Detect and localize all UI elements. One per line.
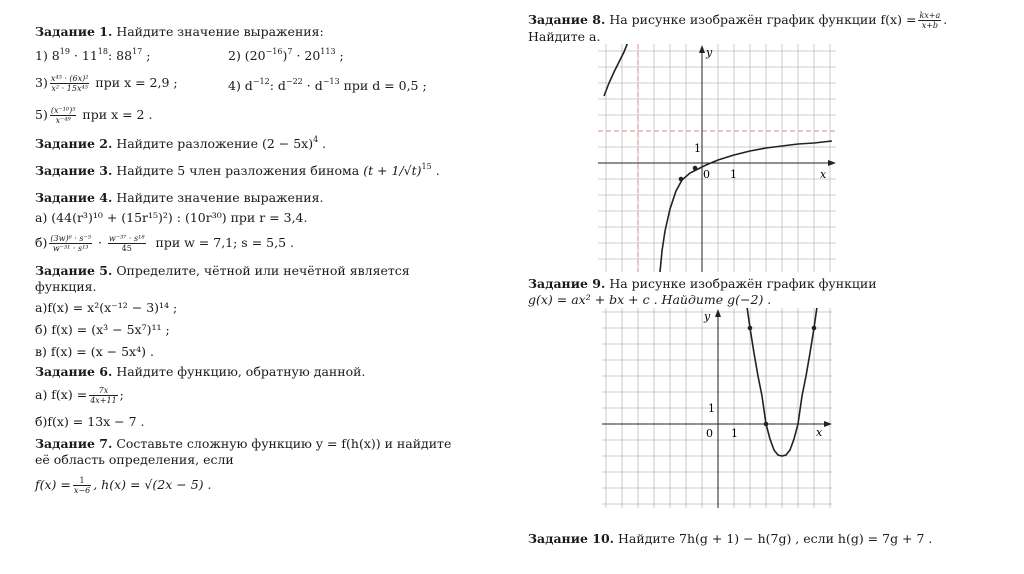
fraction: $\frac{\text{w⁻³⁷ · s¹⁸}}{45}$: [108, 234, 145, 253]
task-7-heading-cont: её область определения, если: [35, 452, 234, 467]
task-10: Задание 10. Найдите 7h(g + 1) − h(7g) , если h(g) = 7g + 7 .: [528, 531, 933, 546]
fraction: $\frac{kx+a}{x+b}$: [919, 11, 941, 30]
y-one-label: 1: [708, 402, 715, 415]
task-1-item-5: 5) $\frac{\text{(x⁻¹⁰)⁵}}{\text{x⁻⁴⁹}}$ при x = 2 .: [35, 106, 153, 125]
task-9-heading-cont: g(x) = ax² + bx + c . Найдите g(−2) .: [528, 292, 772, 307]
graph-task-8: [598, 44, 836, 272]
x-one-label: 1: [731, 427, 738, 440]
task-8-heading-cont: Найдите a.: [528, 29, 601, 44]
x-one-label: 1: [730, 168, 737, 181]
task-5-heading-cont: функция.: [35, 279, 97, 294]
task-2: Задание 2. Найдите разложение $(2 - 5x)^4$ .: [35, 135, 327, 151]
fraction: $\frac{1}{x-6}$: [73, 476, 91, 495]
grid: [602, 308, 832, 508]
origin-label: 0: [703, 168, 710, 181]
y-label: y: [706, 46, 713, 59]
task-1-item-4: 4) $d^{-12}$: $d^{-22} \cdot d^{-13}$ при d = 0,5 ;: [228, 77, 427, 93]
fraction: $\frac{\text{x⁴⁵ · (6x)²}}{\text{x² · 15x⁴⁵}}$: [50, 74, 89, 93]
task-4-heading: Задание 4. Найдите значение выражения.: [35, 190, 324, 205]
task-1-item-1: 1) $8^{19} \cdot 11^{18}$: $88^{17}$ ;: [35, 47, 151, 63]
task-7-heading: Задание 7. Составьте сложную функцию y = f(h(x)) и найдите: [35, 436, 452, 451]
fraction: $\frac{\text{(3w)⁶ · s⁻⁵}}{\text{w⁻³¹ · s¹³}}$: [50, 234, 91, 253]
point-b: [693, 166, 698, 171]
task-5-b: б) f(x) = (x³ − 5x⁷)¹¹ ;: [35, 322, 170, 337]
curve-left-branch: [604, 44, 628, 96]
x-axis-arrow: [828, 160, 836, 166]
x-axis-arrow: [824, 421, 832, 427]
task-8-heading: Задание 8. На рисунке изображён график функции f(x) = $\frac{kx+a}{x+b}$ .: [528, 11, 948, 30]
task-6-a: а) f(x) = $\frac{7x}{4x+11}$ ;: [35, 386, 124, 405]
task-4-b: б) $\frac{\text{(3w)⁶ · s⁻⁵}}{\text{w⁻³¹ · s¹³}}$ · $\frac{\text{w⁻³⁷ · s¹⁸}}{45}$ при w = 7,1; s = 5,5 .: [35, 234, 294, 253]
y-one-label: 1: [694, 142, 701, 155]
fraction: $\frac{\text{(x⁻¹⁰)⁵}}{\text{x⁻⁴⁹}}$: [50, 106, 76, 125]
grid: [598, 44, 836, 272]
task-6-b: б)f(x) = 13x − 7 .: [35, 414, 145, 429]
y-axis-arrow: [715, 309, 721, 317]
x-label: x: [820, 168, 827, 181]
task-1-heading: Задание 1. Найдите значение выражения:: [35, 24, 324, 39]
graph-task-9: [602, 308, 832, 508]
task-3: Задание 3. Найдите 5 член разложения бинома $(t + 1/√t)^{15}$ .: [35, 162, 440, 178]
task-1-item-3: 3) $\frac{\text{x⁴⁵ · (6x)²}}{\text{x² · 15x⁴⁵}}$ при x = 2,9 ;: [35, 74, 178, 93]
task-5-c: в) f(x) = (x − 5x⁴) .: [35, 344, 154, 359]
point-a: [748, 326, 753, 331]
task-5-a: а)f(x) = x²(x⁻¹² − 3)¹⁴ ;: [35, 300, 178, 315]
task-9-heading: Задание 9. На рисунке изображён график функции: [528, 276, 877, 291]
task-6-heading: Задание 6. Найдите функцию, обратную данной.: [35, 364, 366, 379]
point-b: [764, 422, 769, 427]
y-axis-arrow: [699, 45, 705, 53]
point-c: [812, 326, 817, 331]
task-5-heading: Задание 5. Определите, чётной или нечётной является: [35, 263, 410, 278]
y-label: y: [704, 310, 711, 323]
task-4-a: а) (44(r³)¹⁰ + (15r¹⁵)²) : (10r³⁰) при r = 3,4.: [35, 210, 308, 225]
origin-label: 0: [706, 427, 713, 440]
point-a: [679, 177, 684, 182]
task-1-item-2: 2) $(20^{-16})^7 \cdot 20^{113}$ ;: [228, 47, 344, 63]
x-label: x: [816, 426, 823, 439]
task-7-functions: f(x) = $\frac{1}{x-6}$ , h(x) = √(2x − 5) .: [35, 476, 212, 495]
fraction: $\frac{7x}{4x+11}$: [90, 386, 117, 405]
